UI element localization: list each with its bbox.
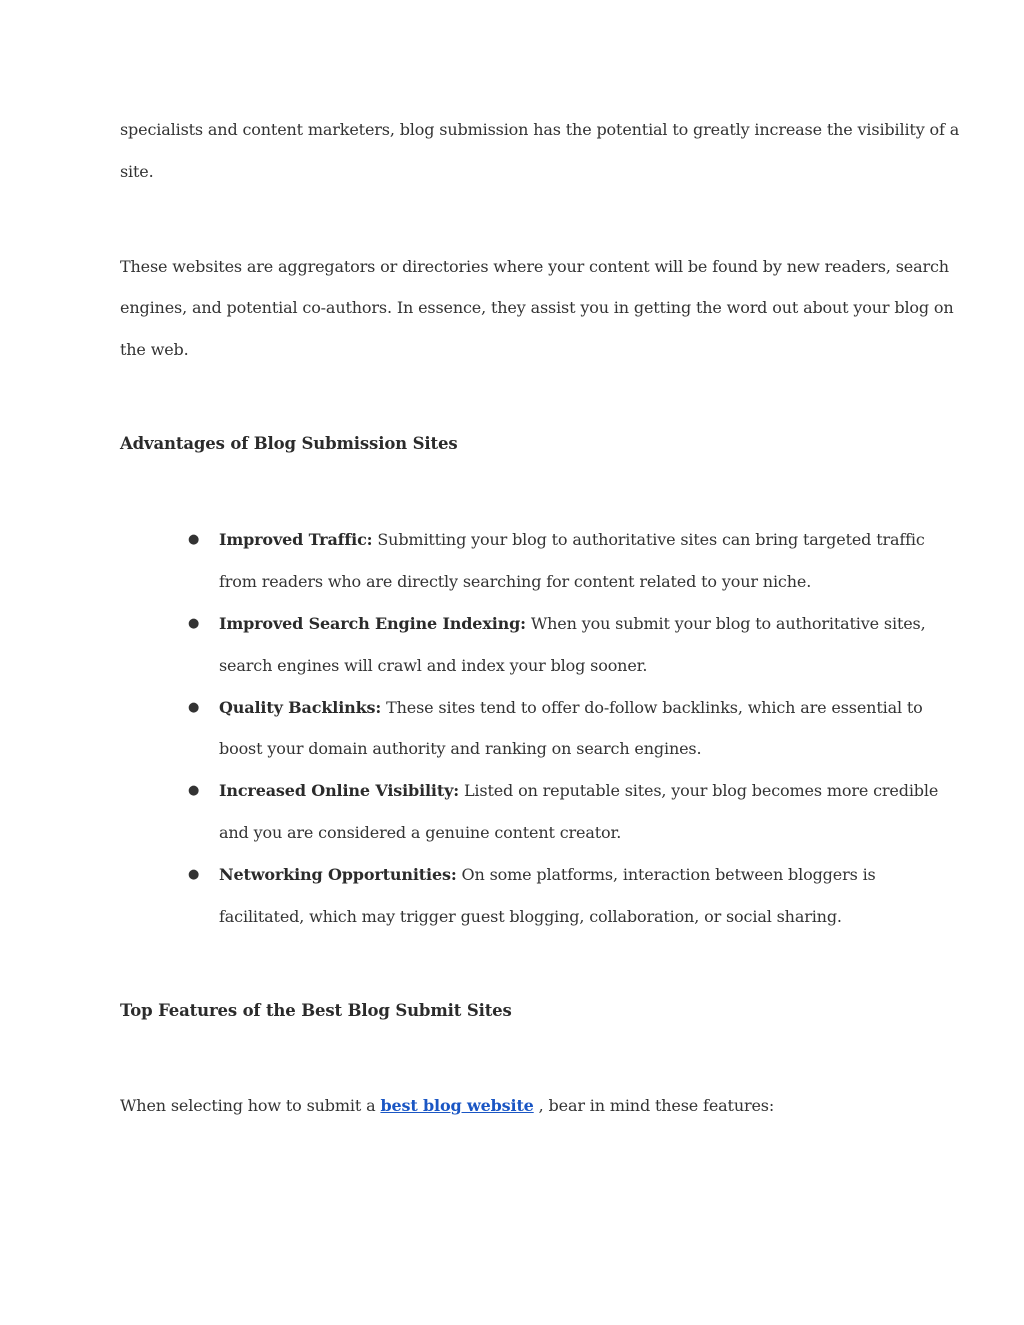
list-item-text-continued: facilitated, which may trigger guest blogging, collaboration, or social sharing. — [219, 907, 842, 926]
list-item-text-continued: boost your domain authority and ranking on search engines. — [219, 739, 702, 758]
list-item-title: Improved Search Engine Indexing: — [219, 614, 526, 633]
bullet-icon: ● — [188, 532, 200, 547]
bullet-icon: ● — [188, 867, 200, 882]
list-item-text: Submitting your blog to authoritative sites can bring targeted traffic — [377, 530, 925, 549]
para2-line-2: engines, and potential co-authors. In essence, they assist you in getting the word out about your blog on — [120, 298, 954, 317]
list-item-title: Improved Traffic: — [219, 530, 373, 549]
heading-advantages: Advantages of Blog Submission Sites — [120, 434, 458, 453]
para2-line-3: the web. — [120, 340, 189, 359]
intro-line-2: site. — [120, 162, 154, 181]
list-item-text-continued: search engines will crawl and index your blog sooner. — [219, 656, 648, 675]
list-item-title: Increased Online Visibility: — [219, 781, 460, 800]
bullet-icon: ● — [188, 700, 200, 715]
closing-text-before: When selecting how to submit a — [120, 1096, 376, 1115]
list-item-title: Networking Opportunities: — [219, 865, 457, 884]
para2-line-1: These websites are aggregators or directories where your content will be found by new readers, search — [120, 257, 949, 276]
list-item-title: Quality Backlinks: — [219, 698, 382, 717]
bullet-icon: ● — [188, 783, 200, 798]
closing-sentence — [120, 1096, 774, 1116]
list-item-text: Listed on reputable sites, your blog becomes more credible — [463, 781, 939, 800]
closing-text-after: , bear in mind these features: — [538, 1096, 775, 1115]
list-item-text: On some platforms, interaction between bloggers is — [461, 865, 876, 884]
intro-line-1: specialists and content marketers, blog submission has the potential to greatly increase the visibility of a — [120, 120, 960, 139]
best-blog-website-link[interactable]: best blog website — [380, 1096, 534, 1115]
heading-features: Top Features of the Best Blog Submit Sites — [120, 1001, 512, 1020]
bullet-icon: ● — [188, 616, 200, 631]
list-item-text: When you submit your blog to authoritative sites, — [530, 614, 926, 633]
list-item-text-continued: and you are considered a genuine content creator. — [219, 823, 622, 842]
list-item-text: These sites tend to offer do-follow backlinks, which are essential to — [386, 698, 923, 717]
list-item-text-continued: from readers who are directly searching for content related to your niche. — [219, 572, 812, 591]
